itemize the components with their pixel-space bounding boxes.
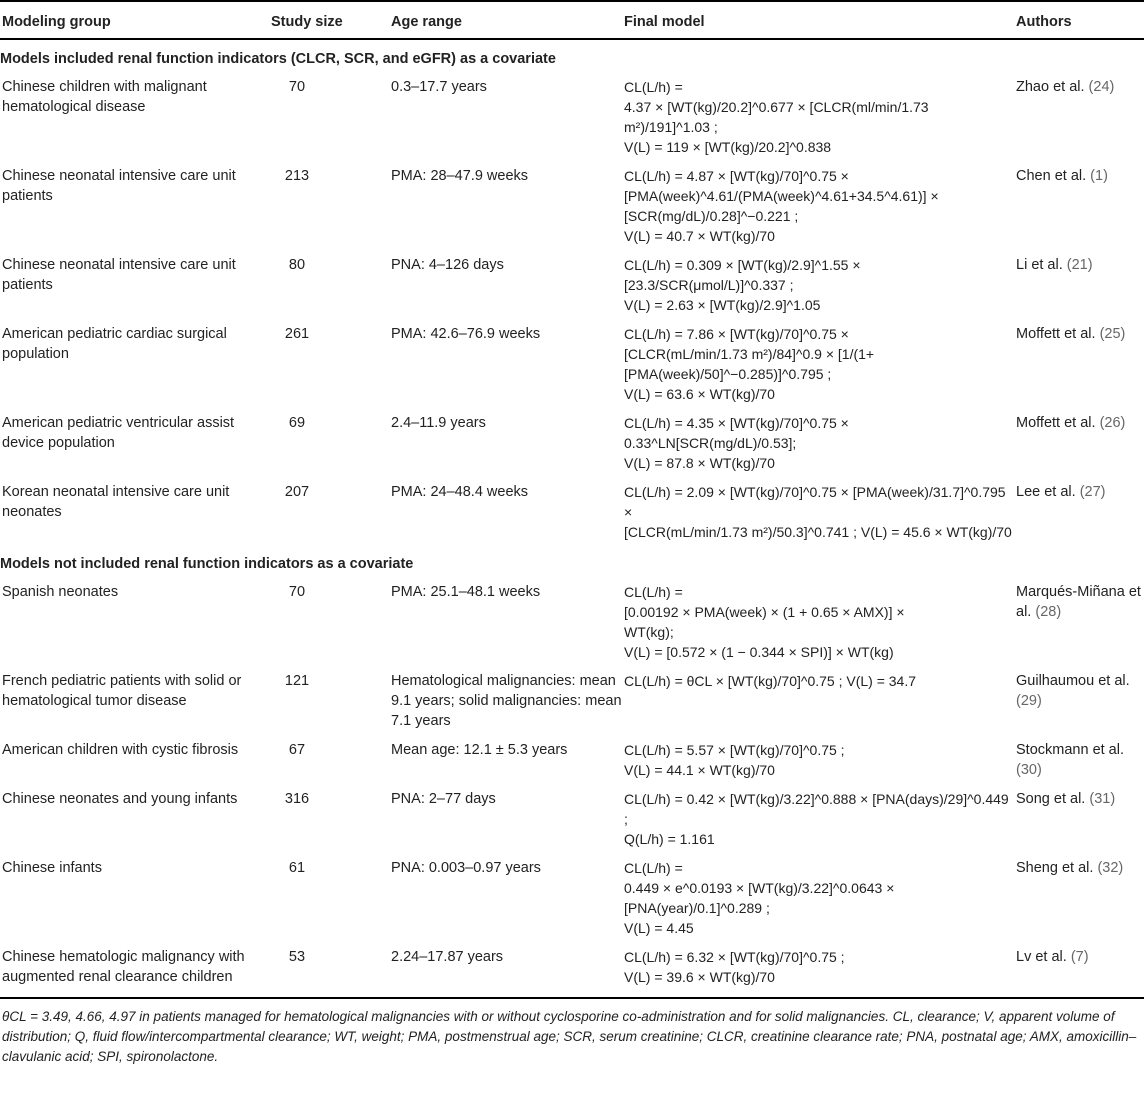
model-equation-line: WT(kg); <box>624 624 674 640</box>
header-age-range: Age range <box>391 1 624 39</box>
age-range-cell: 2.4–11.9 years <box>391 415 486 431</box>
age-range-cell: PMA: 42.6–76.9 weeks <box>391 326 541 342</box>
model-equation-line: CL(L/h) = 4.87 × [WT(kg)/70]^0.75 × <box>624 168 849 184</box>
final-model-cell <box>624 665 1016 734</box>
model-equation-line: CL(L/h) = 4.35 × [WT(kg)/70]^0.75 × 0.33^LN[SCR(mg/dL)/0.53]; <box>624 415 849 451</box>
authors-cell <box>1016 576 1144 665</box>
study-size-cell <box>267 318 391 407</box>
study-size-value: 61 <box>288 860 306 876</box>
study-size-value: 207 <box>284 484 310 500</box>
study-size-value: 121 <box>284 673 310 689</box>
model-equation-line: [PMA(week)^4.61/(PMA(week)^4.61+34.5^4.61)] × [SCR(mg/dL)/0.28]^−0.221 ; <box>624 188 939 224</box>
authors-cell <box>1016 783 1144 852</box>
modeling-group-cell: Korean neonatal intensive care unit neonates <box>2 484 230 520</box>
modeling-group-cell: Spanish neonates <box>2 584 119 600</box>
age-range-cell: PMA: 28–47.9 weeks <box>391 168 529 184</box>
reference-link[interactable]: (1) <box>1090 168 1108 184</box>
table-row <box>0 941 1144 998</box>
final-model-cell <box>624 576 1016 665</box>
age-range-cell: Mean age: 12.1 ± 5.3 years <box>391 742 568 758</box>
authors-cell <box>1016 665 1144 734</box>
model-equation-line: 4.37 × [WT(kg)/20.2]^0.677 × [CLCR(ml/min/1.73 m²)/191]^1.03 ; <box>624 99 929 135</box>
modeling-group-cell: American pediatric cardiac surgical population <box>2 326 227 362</box>
author-name: Moffett et al. <box>1016 326 1096 342</box>
model-equation-line: V(L) = 87.8 × WT(kg)/70 <box>624 455 775 471</box>
model-equation-line: V(L) = 40.7 × WT(kg)/70 <box>624 228 775 244</box>
study-size-cell <box>267 476 391 545</box>
model-equation-line: V(L) = 2.63 × [WT(kg)/2.9]^1.05 <box>624 297 821 313</box>
final-model-cell <box>624 941 1016 998</box>
modeling-group-cell: Chinese hematologic malignancy with augmented renal clearance children <box>0 941 267 998</box>
final-model-cell <box>624 734 1016 783</box>
model-equation-line: V(L) = 119 × [WT(kg)/20.2]^0.838 <box>624 139 832 155</box>
study-size-cell <box>267 783 391 852</box>
reference-link[interactable]: (25) <box>1099 326 1126 342</box>
author-name: Sheng et al. <box>1016 860 1094 876</box>
header-final-model: Final model <box>624 1 1016 39</box>
model-equation-line: CL(L/h) = <box>624 584 683 600</box>
table-row <box>0 576 1144 665</box>
table-row <box>0 318 1144 407</box>
final-model-cell <box>624 160 1016 249</box>
age-range-cell: PMA: 25.1–48.1 weeks <box>391 584 541 600</box>
study-size-cell <box>267 160 391 249</box>
study-size-value: 70 <box>288 79 306 95</box>
study-size-cell <box>267 852 391 941</box>
reference-link[interactable]: (30) <box>1016 762 1042 778</box>
model-equation-line: CL(L/h) = 5.57 × [WT(kg)/70]^0.75 ; <box>624 742 845 758</box>
authors-cell <box>1016 71 1144 160</box>
final-model-cell <box>624 407 1016 476</box>
modeling-group-cell: American pediatric ventricular assist device population <box>2 415 235 451</box>
author-name: Lee et al. <box>1016 484 1076 500</box>
study-size-cell <box>267 734 391 783</box>
study-size-value: 53 <box>288 949 306 965</box>
header-authors: Authors <box>1016 1 1144 39</box>
study-size-cell <box>267 941 391 998</box>
model-equation-line: V(L) = 39.6 × WT(kg)/70 <box>624 969 775 985</box>
author-name: Zhao et al. <box>1016 79 1085 95</box>
reference-link[interactable]: (7) <box>1070 949 1089 965</box>
age-range-cell: 0.3–17.7 years <box>391 79 487 95</box>
reference-link[interactable]: (28) <box>1035 604 1062 620</box>
study-size-cell <box>267 576 391 665</box>
model-equation-line: CL(L/h) = <box>624 860 683 876</box>
authors-cell <box>1016 249 1144 318</box>
model-equation-line: V(L) = 63.6 × WT(kg)/70 <box>624 386 775 402</box>
model-equation-line: [CLCR(mL/min/1.73 m²)/50.3]^0.741 ; V(L) = 45.6 × WT(kg)/70 <box>624 524 1012 540</box>
authors-cell <box>1016 407 1144 476</box>
authors-cell <box>1016 852 1144 941</box>
model-equation-line: V(L) = 4.45 <box>624 920 694 936</box>
age-range-cell: PNA: 2–77 days <box>391 791 496 807</box>
study-size-value: 70 <box>288 584 306 600</box>
reference-link[interactable]: (32) <box>1097 860 1124 876</box>
final-model-cell <box>624 249 1016 318</box>
author-name: Stockmann et al. <box>1016 742 1124 758</box>
section-title: Models included renal function indicators (CLCR, SCR, and eGFR) as a covariate <box>0 51 556 67</box>
model-equation-line: [CLCR(mL/min/1.73 m²)/84]^0.9 × [1/(1+[PMA(week)/50]^−0.285)]^0.795 ; <box>624 346 875 382</box>
table-header-row <box>0 1 1144 39</box>
table-row <box>0 665 1144 734</box>
author-name: Moffett et al. <box>1016 415 1096 431</box>
model-equation-line: V(L) = [0.572 × (1 − 0.344 × SPI)] × WT(kg) <box>624 644 894 660</box>
header-modeling-group: Modeling group <box>0 1 267 39</box>
table-row <box>0 852 1144 941</box>
modeling-group-cell: French pediatric patients with solid or hematological tumor disease <box>2 673 242 709</box>
study-size-value: 69 <box>288 415 306 431</box>
reference-link[interactable]: (31) <box>1089 791 1116 807</box>
model-equation-line: Q(L/h) = 1.161 <box>624 831 715 847</box>
modeling-group-cell: Chinese neonates and young infants <box>2 791 238 807</box>
section-header-row <box>0 39 1144 71</box>
modeling-group-cell: Chinese children with malignant hematological disease <box>2 79 207 115</box>
study-size-value: 67 <box>288 742 306 758</box>
section-header-row <box>0 545 1144 576</box>
model-equation-line: V(L) = 44.1 × WT(kg)/70 <box>624 762 775 778</box>
table-footnote: θCL = 3.49, 4.66, 4.97 in patients managed for hematological malignancies with or without cyclosporine co-administration and for solid malignancies. CL, clearance; V, apparent volume of distribution; Q, fluid flow/intercompartmental clearance; WT, weight; PMA, postmenstrual age; SCR, serum creatinine; CLCR, creatinine clearance rate; PNA, postnatal age; AMX, amoxicillin–clavulanic acid; SPI, spironolactone. <box>2 1009 1137 1064</box>
authors-cell <box>1016 476 1144 545</box>
reference-link[interactable]: (29) <box>1016 693 1042 709</box>
reference-link[interactable]: (27) <box>1079 484 1106 500</box>
age-range-cell: PNA: 4–126 days <box>391 257 504 273</box>
model-equation-line: CL(L/h) = 0.309 × [WT(kg)/2.9]^1.55 × [23.3/SCR(μmol/L)]^0.337 ; <box>624 257 861 293</box>
section-title: Models not included renal function indicators as a covariate <box>0 556 414 572</box>
final-model-cell <box>624 852 1016 941</box>
study-size-cell <box>267 71 391 160</box>
model-equation-line: CL(L/h) = 2.09 × [WT(kg)/70]^0.75 × [PMA(week)/31.7]^0.795 × <box>624 484 1006 520</box>
author-name: Marqués-Miñana et al. <box>1016 584 1141 620</box>
authors-cell <box>1016 318 1144 407</box>
authors-cell <box>1016 734 1144 783</box>
study-size-value: 213 <box>284 168 310 184</box>
modeling-group-cell: American children with cystic fibrosis <box>2 742 239 758</box>
author-name: Song et al. <box>1016 791 1086 807</box>
modeling-group-cell: Chinese infants <box>2 860 102 876</box>
final-model-cell <box>624 783 1016 852</box>
study-size-value: 261 <box>284 326 310 342</box>
table-row <box>0 734 1144 783</box>
table-row <box>0 783 1144 852</box>
author-name: Guilhaumou et al. <box>1016 673 1130 689</box>
final-model-cell <box>624 71 1016 160</box>
study-size-cell <box>267 407 391 476</box>
author-name: Lv et al. <box>1016 949 1067 965</box>
model-equation-line: 0.449 × e^0.0193 × [WT(kg)/3.22]^0.0643 × [PNA(year)/0.1]^0.289 ; <box>624 880 895 916</box>
authors-cell <box>1016 941 1144 998</box>
reference-link[interactable]: (21) <box>1066 257 1093 273</box>
model-equation-line: CL(L/h) = 7.86 × [WT(kg)/70]^0.75 × <box>624 326 849 342</box>
age-range-cell: PMA: 24–48.4 weeks <box>391 484 529 500</box>
study-size-value: 80 <box>288 257 306 273</box>
study-size-cell <box>267 665 391 734</box>
authors-cell <box>1016 160 1144 249</box>
author-name: Li et al. <box>1016 257 1063 273</box>
model-equation-line: CL(L/h) = θCL × [WT(kg)/70]^0.75 ; V(L) = 34.7 <box>624 673 917 689</box>
study-size-value: 316 <box>284 791 310 807</box>
table-body <box>0 39 1144 998</box>
model-equation-line: CL(L/h) = 6.32 × [WT(kg)/70]^0.75 ; <box>624 949 845 965</box>
modeling-group-cell: Chinese neonatal intensive care unit patients <box>2 168 236 204</box>
age-range-cell: Hematological malignancies: mean 9.1 years; solid malignancies: mean 7.1 years <box>391 673 622 729</box>
model-equation-line: [0.00192 × PMA(week) × (1 + 0.65 × AMX)] × <box>624 604 905 620</box>
modeling-group-cell: Chinese neonatal intensive care unit patients <box>2 257 236 293</box>
model-equation-line: CL(L/h) = <box>624 79 683 95</box>
author-name: Chen et al. <box>1016 168 1087 184</box>
final-model-cell <box>624 318 1016 407</box>
age-range-cell: 2.24–17.87 years <box>391 941 624 998</box>
reference-link[interactable]: (26) <box>1099 415 1126 431</box>
table-row <box>0 407 1144 476</box>
study-size-cell <box>267 249 391 318</box>
table-row <box>0 249 1144 318</box>
model-equation-line: CL(L/h) = 0.42 × [WT(kg)/3.22]^0.888 × [PNA(days)/29]^0.449 ; <box>624 791 1009 827</box>
header-study-size: Study size <box>267 1 391 39</box>
final-model-cell <box>624 476 1016 545</box>
table-row <box>0 476 1144 545</box>
table-row <box>0 160 1144 249</box>
table-row <box>0 71 1144 160</box>
age-range-cell: PNA: 0.003–0.97 years <box>391 860 541 876</box>
reference-link[interactable]: (24) <box>1088 79 1115 95</box>
